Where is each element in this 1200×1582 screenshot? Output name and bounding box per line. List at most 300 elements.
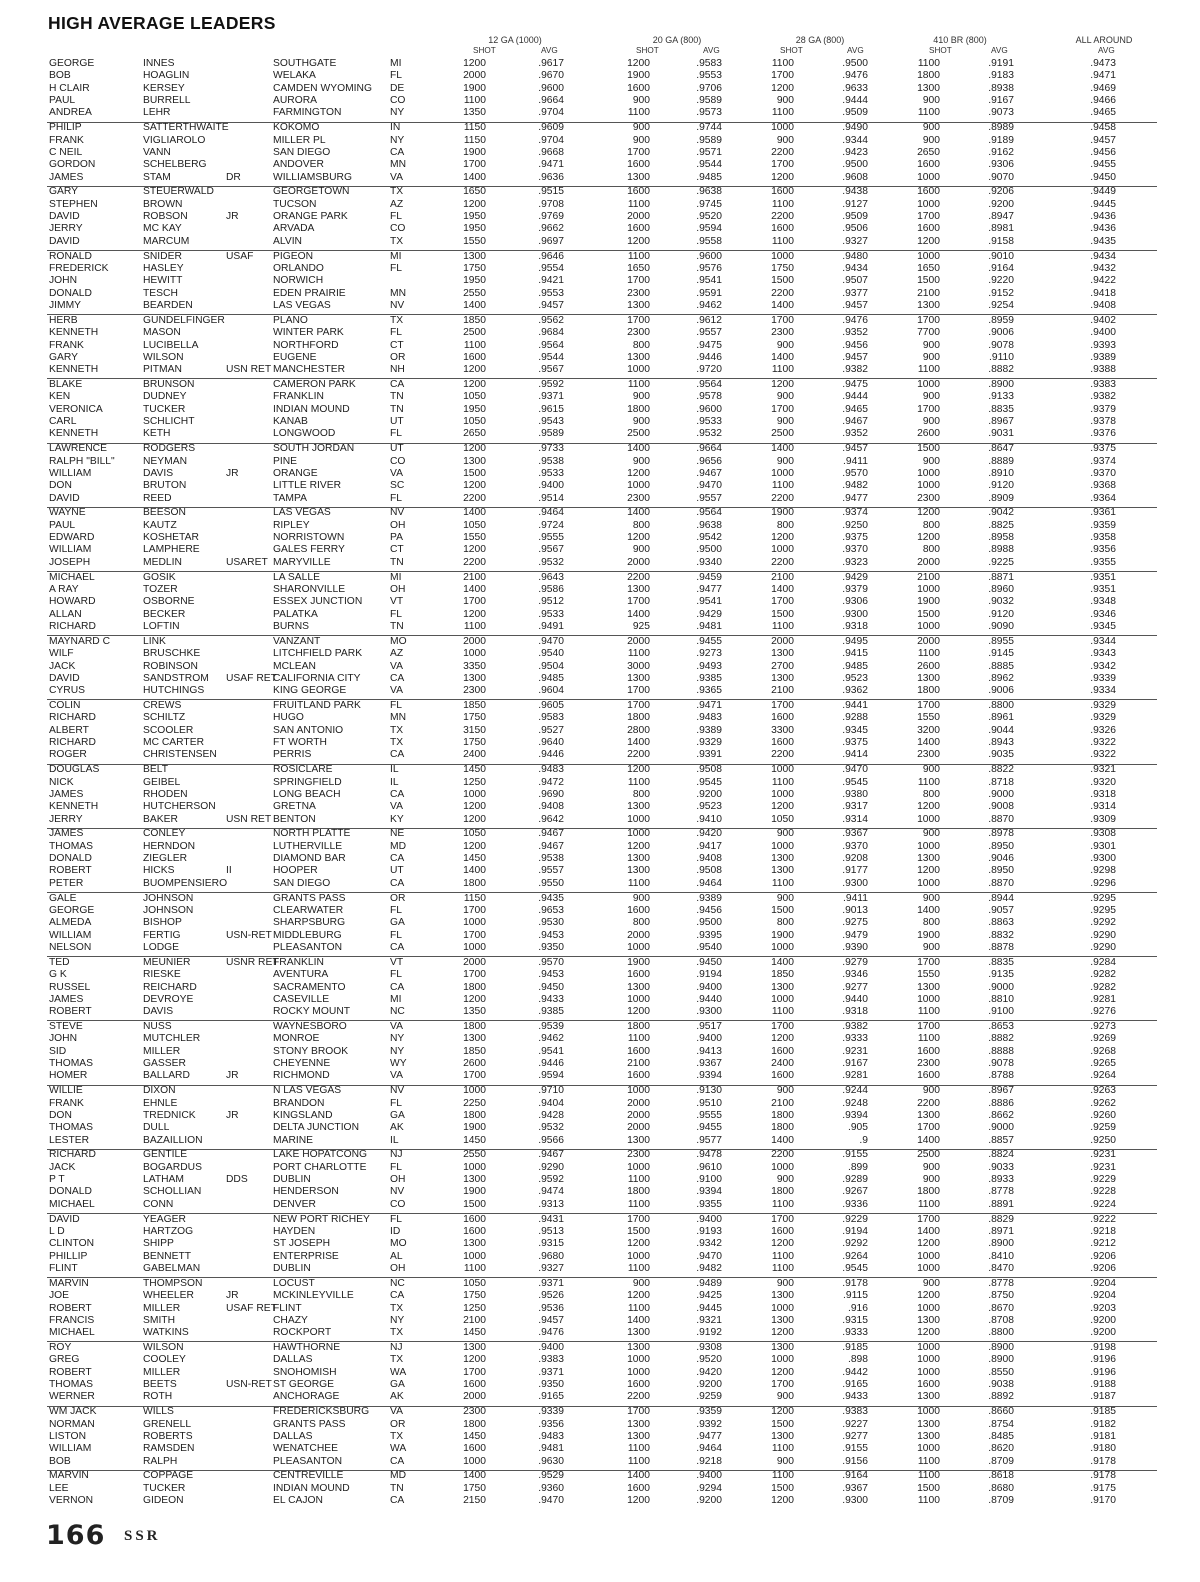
- avg-12ga: .9400: [538, 1342, 564, 1353]
- shot-28ga: 900: [776, 134, 794, 146]
- avg-410br: .8857: [988, 1134, 1014, 1146]
- last-name: THOMPSON: [143, 1277, 203, 1289]
- first-name: FRANK: [49, 339, 84, 351]
- shot-28ga: 1100: [771, 58, 794, 69]
- city: LITTLE RIVER: [273, 480, 342, 492]
- avg-410br: .8947: [988, 211, 1014, 223]
- shot-20ga: 1800: [627, 712, 650, 724]
- shot-28ga: 1600: [771, 712, 794, 724]
- avg-28ga: .9506: [842, 223, 868, 235]
- avg-20ga: .9493: [696, 660, 722, 672]
- last-name: MC KAY: [143, 223, 182, 235]
- state: VA: [390, 467, 403, 479]
- avg-410br: .9057: [988, 904, 1014, 916]
- shot-28ga: 1200: [771, 1366, 794, 1378]
- all-around-avg: .9450: [1090, 171, 1116, 183]
- city: NEW PORT RICHEY: [273, 1213, 370, 1225]
- shot-28ga: 1300: [771, 1314, 794, 1326]
- avg-20ga: .9555: [696, 1109, 722, 1121]
- first-name: GEORGE: [49, 58, 95, 69]
- city: SNOHOMISH: [273, 1366, 337, 1378]
- shot-12ga: 2550: [463, 287, 486, 299]
- avg-410br: .8950: [988, 865, 1014, 877]
- last-name: MILLER: [143, 1366, 181, 1378]
- last-name: SCHILTZ: [143, 712, 186, 724]
- shot-410br: 1000: [917, 480, 940, 492]
- table-row: [0, 648, 1200, 660]
- avg-12ga: .9704: [538, 107, 564, 119]
- avg-20ga: .9500: [696, 544, 722, 556]
- table-row: [0, 122, 1200, 134]
- avg-410br: .8788: [988, 1070, 1014, 1082]
- avg-28ga: .9545: [842, 1263, 868, 1275]
- avg-20ga: .9583: [696, 58, 722, 69]
- shot-12ga: 1400: [463, 1470, 486, 1482]
- table-row: [0, 1290, 1200, 1302]
- avg-410br: .9033: [988, 1161, 1014, 1173]
- city: RIPLEY: [273, 519, 310, 531]
- suffix: DDS: [226, 1174, 248, 1186]
- all-around-avg: .9345: [1090, 621, 1116, 633]
- shot-28ga: 1300: [771, 1430, 794, 1442]
- avg-12ga: .9684: [538, 327, 564, 339]
- shot-28ga: 2200: [771, 211, 794, 223]
- avg-12ga: .9371: [538, 1277, 564, 1289]
- table-row: [0, 70, 1200, 82]
- subheader-avg: AVG: [1098, 46, 1115, 55]
- avg-20ga: .9564: [696, 379, 722, 390]
- city: GALES FERRY: [273, 544, 345, 556]
- table-row: [0, 969, 1200, 981]
- shot-12ga: 1700: [463, 1366, 486, 1378]
- shot-28ga: 1300: [771, 1290, 794, 1302]
- avg-12ga: .9646: [538, 250, 564, 262]
- avg-28ga: .9279: [842, 956, 868, 968]
- avg-410br: .8938: [988, 82, 1014, 94]
- last-name: CONN: [143, 1198, 174, 1210]
- shot-20ga: 925: [632, 621, 650, 633]
- avg-410br: .8909: [988, 492, 1014, 504]
- last-name: MC CARTER: [143, 737, 205, 749]
- shot-20ga: 2100: [627, 1058, 650, 1070]
- table-row: [0, 1006, 1200, 1018]
- avg-28ga: .9475: [842, 379, 868, 390]
- state: TX: [390, 314, 404, 326]
- first-name: DAVID: [49, 492, 80, 504]
- all-around-avg: .9356: [1090, 544, 1116, 556]
- table-row: [0, 1379, 1200, 1391]
- avg-12ga: .9708: [538, 198, 564, 210]
- table-row: [0, 520, 1200, 532]
- state: CA: [390, 853, 405, 865]
- table-row: [0, 1033, 1200, 1045]
- shot-28ga: 1200: [771, 171, 794, 183]
- last-name: TESCH: [143, 287, 178, 299]
- state: FL: [390, 1161, 403, 1173]
- avg-410br: .9090: [988, 621, 1014, 633]
- shot-20ga: 1600: [627, 82, 650, 94]
- all-around-avg: .9359: [1090, 519, 1116, 531]
- shot-28ga: 900: [776, 1277, 794, 1289]
- shot-20ga: 1300: [627, 1430, 650, 1442]
- shot-20ga: 2300: [627, 1149, 650, 1161]
- avg-12ga: .9526: [538, 1290, 564, 1302]
- avg-410br: .8971: [988, 1225, 1014, 1237]
- table-row: [0, 712, 1200, 724]
- shot-12ga: 2250: [463, 1097, 486, 1109]
- avg-410br: .8870: [988, 813, 1014, 825]
- shot-28ga: 1900: [771, 929, 794, 941]
- shot-410br: 1700: [917, 211, 940, 223]
- avg-410br: .9006: [988, 327, 1014, 339]
- avg-12ga: .9643: [538, 571, 564, 583]
- city: LITCHFIELD PARK: [273, 648, 363, 660]
- first-name: JOE: [49, 1290, 70, 1302]
- avg-20ga: .9600: [696, 250, 722, 262]
- table-row: [0, 1174, 1200, 1186]
- avg-28ga: .9281: [842, 1070, 868, 1082]
- state: NY: [390, 1033, 405, 1045]
- subheader-shot: SHOT: [929, 46, 952, 55]
- shot-28ga: 1200: [771, 1406, 794, 1418]
- shot-28ga: 1000: [771, 1354, 794, 1366]
- shot-12ga: 1200: [463, 840, 486, 852]
- avg-410br: .9032: [988, 596, 1014, 608]
- avg-20ga: .9394: [696, 1070, 722, 1082]
- avg-20ga: .9365: [696, 685, 722, 697]
- table-row: [0, 841, 1200, 853]
- first-name: KENNETH: [49, 364, 99, 376]
- header-410br: 410 BR (800): [933, 35, 987, 45]
- avg-410br: .8708: [988, 1314, 1014, 1326]
- avg-410br: .9010: [988, 250, 1014, 262]
- state: FL: [390, 1213, 403, 1225]
- state: UT: [390, 443, 404, 455]
- shot-20ga: 2200: [627, 571, 650, 583]
- shot-20ga: 1400: [627, 608, 650, 620]
- shot-12ga: 2000: [463, 1391, 486, 1403]
- avg-28ga: .9115: [842, 1290, 868, 1302]
- shot-410br: 1000: [917, 1443, 940, 1455]
- last-name: RAMSDEN: [143, 1443, 195, 1455]
- first-name: EDWARD: [49, 532, 95, 544]
- last-name: VANN: [143, 146, 171, 158]
- all-around-avg: .9200: [1090, 1327, 1116, 1339]
- city: HAYDEN: [273, 1225, 316, 1237]
- all-around-avg: .9175: [1090, 1482, 1116, 1494]
- avg-12ga: .9690: [538, 788, 564, 800]
- avg-20ga: .9482: [696, 1263, 722, 1275]
- table-row: [0, 764, 1200, 776]
- table-row: [0, 1098, 1200, 1110]
- shot-410br: 1300: [917, 1109, 940, 1121]
- last-name: ZIEGLER: [143, 853, 188, 865]
- last-name: GASSER: [143, 1058, 186, 1070]
- all-around-avg: .9334: [1090, 685, 1116, 697]
- shot-28ga: 1200: [771, 801, 794, 813]
- city: NORTHFORD: [273, 339, 339, 351]
- state: CO: [390, 95, 406, 107]
- shot-410br: 1300: [917, 672, 940, 684]
- avg-28ga: .9231: [842, 1045, 868, 1057]
- shot-410br: 1000: [917, 171, 940, 183]
- last-name: DUDNEY: [143, 391, 187, 403]
- avg-12ga: .9553: [538, 287, 564, 299]
- avg-28ga: .9411: [842, 892, 868, 904]
- last-name: SCHOLLIAN: [143, 1186, 202, 1198]
- avg-410br: .8709: [988, 1455, 1014, 1467]
- state: OH: [390, 1263, 406, 1275]
- table-row: [0, 957, 1200, 969]
- shot-410br: 1000: [917, 1302, 940, 1314]
- first-name: MAYNARD C: [49, 635, 111, 647]
- avg-12ga: .9532: [538, 556, 564, 568]
- all-around-avg: .9445: [1090, 198, 1116, 210]
- shot-410br: 1000: [917, 1250, 940, 1262]
- shot-20ga: 1200: [627, 532, 650, 544]
- table-row: [0, 456, 1200, 468]
- state: CA: [390, 788, 405, 800]
- city: HOOPER: [273, 865, 318, 877]
- all-around-avg: .9375: [1090, 443, 1116, 455]
- shot-12ga: 2300: [463, 685, 486, 697]
- state: NY: [390, 134, 405, 146]
- state: TN: [390, 403, 404, 415]
- shot-20ga: 900: [632, 122, 650, 134]
- city: WAYNESBORO: [273, 1021, 347, 1032]
- avg-12ga: .9536: [538, 1302, 564, 1314]
- avg-20ga: .9577: [696, 1134, 722, 1146]
- shot-410br: 1700: [917, 314, 940, 326]
- avg-12ga: .9557: [538, 865, 564, 877]
- shot-410br: 900: [922, 391, 940, 403]
- subheader-avg: AVG: [703, 46, 720, 55]
- shot-20ga: 1000: [627, 813, 650, 825]
- avg-20ga: .9420: [696, 1366, 722, 1378]
- last-name: DAVIS: [143, 1006, 174, 1018]
- all-around-avg: .9351: [1090, 583, 1116, 595]
- avg-12ga: .9470: [538, 1495, 564, 1507]
- shot-28ga: 1500: [771, 608, 794, 620]
- shot-12ga: 1750: [463, 712, 486, 724]
- avg-410br: .9110: [988, 351, 1014, 363]
- state: ID: [390, 1225, 401, 1237]
- avg-12ga: .9527: [538, 724, 564, 736]
- avg-28ga: .9165: [842, 1379, 868, 1391]
- avg-12ga: .9532: [538, 1122, 564, 1134]
- shot-28ga: 1100: [771, 198, 794, 210]
- first-name: THOMAS: [49, 1122, 94, 1134]
- avg-410br: .8863: [988, 917, 1014, 929]
- shot-20ga: 1600: [627, 186, 650, 198]
- shot-28ga: 900: [776, 1174, 794, 1186]
- avg-410br: .8653: [988, 1021, 1014, 1032]
- shot-12ga: 1300: [463, 672, 486, 684]
- avg-12ga: .9467: [538, 828, 564, 840]
- shot-410br: 2600: [917, 660, 940, 672]
- shot-28ga: 900: [776, 391, 794, 403]
- avg-20ga: .9359: [696, 1406, 722, 1418]
- last-name: GUNDELFINGER: [143, 314, 225, 326]
- shot-12ga: 1200: [463, 379, 486, 390]
- all-around-avg: .9322: [1090, 749, 1116, 761]
- shot-410br: 1000: [917, 813, 940, 825]
- first-name: NORMAN: [49, 1418, 95, 1430]
- first-name: RICHARD: [49, 737, 96, 749]
- first-name: SID: [49, 1045, 67, 1057]
- all-around-avg: .9364: [1090, 492, 1116, 504]
- all-around-avg: .9378: [1090, 416, 1116, 428]
- last-name: STEUERWALD: [143, 186, 214, 198]
- avg-12ga: .9640: [538, 737, 564, 749]
- avg-20ga: .9193: [696, 1225, 722, 1237]
- shot-12ga: 1400: [463, 300, 486, 312]
- shot-28ga: 2200: [771, 146, 794, 158]
- state: SC: [390, 480, 405, 492]
- avg-410br: .9162: [988, 146, 1014, 158]
- avg-410br: .8778: [988, 1186, 1014, 1198]
- table-row: [0, 443, 1200, 455]
- city: STONY BROOK: [273, 1045, 349, 1057]
- avg-12ga: .9360: [538, 1482, 564, 1494]
- avg-20ga: .9481: [696, 621, 722, 633]
- shot-20ga: 900: [632, 1277, 650, 1289]
- state: TX: [390, 724, 404, 736]
- shot-20ga: 1100: [627, 1443, 650, 1455]
- avg-20ga: .9464: [696, 1443, 722, 1455]
- avg-410br: .8978: [988, 828, 1014, 840]
- avg-28ga: .9318: [842, 1006, 868, 1018]
- avg-20ga: .9462: [696, 300, 722, 312]
- shot-410br: 1000: [917, 583, 940, 595]
- avg-12ga: .9589: [538, 428, 564, 440]
- state: UT: [390, 865, 404, 877]
- shot-28ga: 1500: [771, 1418, 794, 1430]
- state: CA: [390, 1455, 405, 1467]
- suffix: JR: [226, 211, 239, 223]
- all-around-avg: .9203: [1090, 1302, 1116, 1314]
- shot-12ga: 1200: [463, 1354, 486, 1366]
- avg-28ga: .9314: [842, 813, 868, 825]
- avg-410br: .9167: [988, 95, 1014, 107]
- avg-410br: .9120: [988, 608, 1014, 620]
- shot-410br: 1300: [917, 981, 940, 993]
- first-name: ROBERT: [49, 1366, 92, 1378]
- avg-20ga: .9656: [696, 455, 722, 467]
- first-name: JERRY: [49, 813, 83, 825]
- avg-28ga: .9477: [842, 492, 868, 504]
- avg-12ga: .9467: [538, 1149, 564, 1161]
- city: ENTERPRISE: [273, 1250, 339, 1262]
- shot-410br: 1900: [917, 929, 940, 941]
- state: OR: [390, 351, 406, 363]
- city: PERRIS: [273, 749, 312, 761]
- shot-410br: 1000: [917, 877, 940, 889]
- first-name: CLINTON: [49, 1238, 95, 1250]
- city: MARINE: [273, 1134, 314, 1146]
- table-row: [0, 1149, 1200, 1161]
- city: LONG BEACH: [273, 788, 341, 800]
- shot-20ga: 1800: [627, 403, 650, 415]
- page-number: 166: [46, 1520, 106, 1551]
- state: NV: [390, 300, 405, 312]
- avg-28ga: .9229: [842, 1213, 868, 1225]
- suffix: USN RET: [226, 813, 272, 825]
- last-name: PITMAN: [143, 364, 182, 376]
- shot-20ga: 1200: [627, 467, 650, 479]
- shot-410br: 1200: [917, 532, 940, 544]
- state: TN: [390, 1482, 404, 1494]
- shot-12ga: 1450: [463, 853, 486, 865]
- shot-410br: 1100: [917, 58, 940, 69]
- shot-410br: 1500: [917, 275, 940, 287]
- avg-410br: .8470: [988, 1263, 1014, 1275]
- avg-12ga: .9704: [538, 134, 564, 146]
- all-around-avg: .9408: [1090, 300, 1116, 312]
- avg-410br: .8718: [988, 776, 1014, 788]
- shot-410br: 1000: [917, 1342, 940, 1353]
- avg-28ga: .9457: [842, 300, 868, 312]
- avg-410br: .9206: [988, 186, 1014, 198]
- all-around-avg: .9273: [1090, 1021, 1116, 1032]
- shot-28ga: 1700: [771, 596, 794, 608]
- first-name: MARVIN: [49, 1277, 89, 1289]
- state: MI: [390, 58, 402, 69]
- state: FL: [390, 492, 403, 504]
- shot-20ga: 1700: [627, 596, 650, 608]
- avg-28ga: .9300: [842, 608, 868, 620]
- shot-20ga: 1100: [627, 1455, 650, 1467]
- shot-20ga: 1300: [627, 583, 650, 595]
- first-name: DAVID: [49, 235, 80, 247]
- all-around-avg: .9200: [1090, 1314, 1116, 1326]
- shot-28ga: 1000: [771, 942, 794, 954]
- avg-28ga: .9377: [842, 287, 868, 299]
- suffix: USN RET: [226, 364, 272, 376]
- table-row: [0, 364, 1200, 376]
- shot-410br: 1500: [917, 443, 940, 455]
- shot-20ga: 1000: [627, 828, 650, 840]
- state: NJ: [390, 1342, 403, 1353]
- state: CA: [390, 1495, 405, 1507]
- last-name: HUTCHINGS: [143, 685, 205, 697]
- avg-12ga: .9371: [538, 391, 564, 403]
- avg-410br: .8886: [988, 1097, 1014, 1109]
- all-around-avg: .9471: [1090, 70, 1116, 82]
- shot-12ga: 1200: [463, 58, 486, 69]
- table-row: [0, 982, 1200, 994]
- city: SACRAMENTO: [273, 981, 346, 993]
- shot-28ga: 1100: [771, 1006, 794, 1018]
- avg-28ga: .9315: [842, 1314, 868, 1326]
- avg-410br: .8889: [988, 455, 1014, 467]
- last-name: WATKINS: [143, 1327, 189, 1339]
- state: WA: [390, 1443, 407, 1455]
- shot-20ga: 1100: [627, 877, 650, 889]
- table-row: [0, 159, 1200, 171]
- avg-410br: .8550: [988, 1366, 1014, 1378]
- avg-410br: .8944: [988, 892, 1014, 904]
- avg-28ga: .9382: [842, 1021, 868, 1032]
- first-name: RUSSEL: [49, 981, 91, 993]
- avg-28ga: .9379: [842, 583, 868, 595]
- shot-12ga: 1050: [463, 519, 486, 531]
- city: LUTHERVILLE: [273, 840, 343, 852]
- city: ST GEORGE: [273, 1379, 335, 1391]
- city: ANDOVER: [273, 159, 324, 171]
- all-around-avg: .9355: [1090, 556, 1116, 568]
- table-row: [0, 1327, 1200, 1339]
